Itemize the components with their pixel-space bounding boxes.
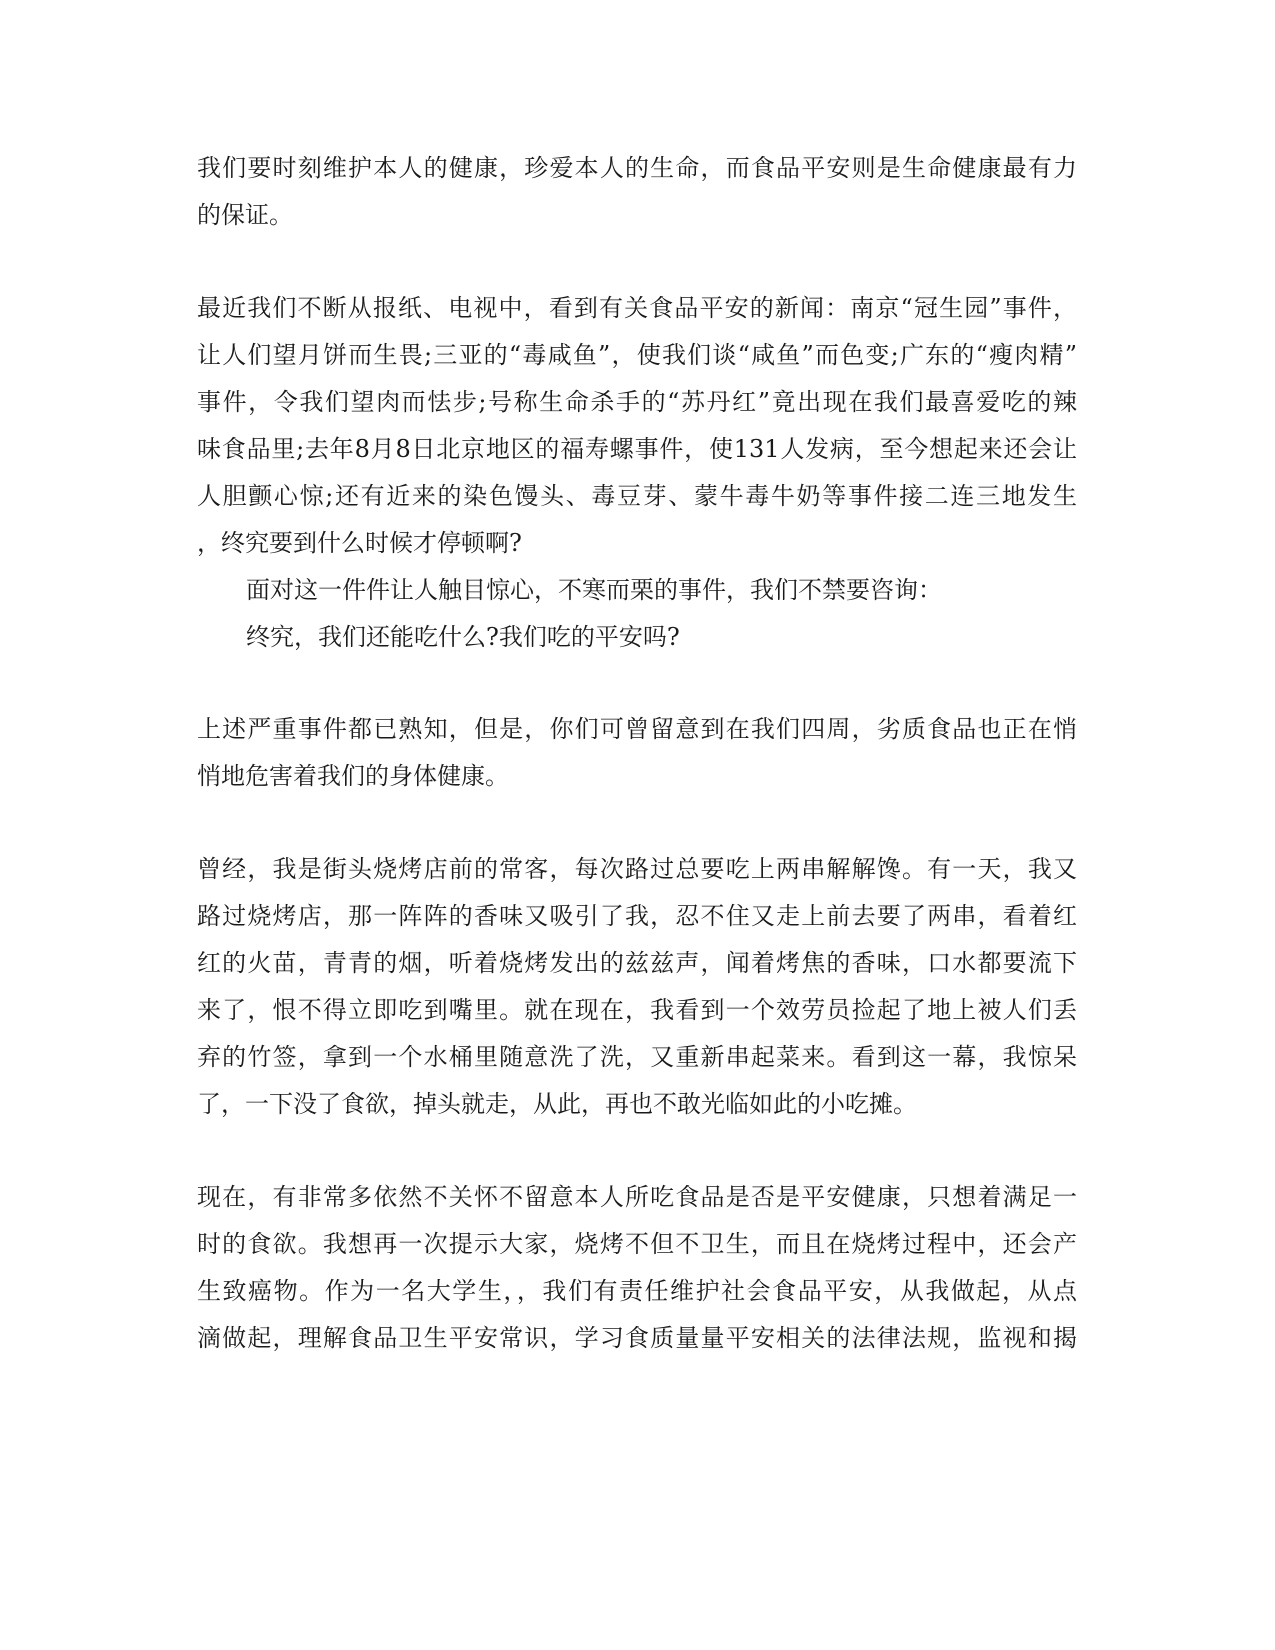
text-line: 人胆颤心惊;还有近来的染色馒头、毒豆芽、蒙牛毒牛奶等事件接二连三地发生 xyxy=(197,482,1077,510)
text-line: 来了，恨不得立即吃到嘴里。就在现在，我看到一个效劳员捡起了地上被人们丢 xyxy=(197,996,1077,1024)
text-line: 终究，我们还能吃什么?我们吃的平安吗? xyxy=(246,623,680,651)
text-line: 悄地危害着我们的身体健康。 xyxy=(197,762,509,790)
text-line: 上述严重事件都已熟知，但是，你们可曾留意到在我们四周，劣质食品也正在悄 xyxy=(197,715,1077,743)
text-line: 路过烧烤店，那一阵阵的香味又吸引了我，忍不住又走上前去要了两串，看着红 xyxy=(197,902,1077,930)
text-line: 的保证。 xyxy=(197,201,293,229)
text-line: 我们要时刻维护本人的健康，珍爱本人的生命，而食品平安则是生命健康最有力 xyxy=(197,154,1077,182)
text-line: 红的火苗，青青的烟，听着烧烤发出的兹兹声，闻着烤焦的香味，口水都要流下 xyxy=(197,949,1077,977)
text-line: 味食品里;去年8月8日北京地区的福寿螺事件，使131人发病，至今想起来还会让 xyxy=(197,435,1077,463)
text-line: 最近我们不断从报纸、电视中，看到有关食品平安的新闻：南京“冠生园”事件， xyxy=(197,294,1077,322)
text-line: 弃的竹签，拿到一个水桶里随意洗了洗，又重新串起菜来。看到这一幕，我惊呆 xyxy=(197,1043,1077,1071)
text-line: 了，一下没了食欲，掉头就走，从此，再也不敢光临如此的小吃摊。 xyxy=(197,1090,917,1118)
text-line: 事件，令我们望肉而怯步;号称生命杀手的“苏丹红”竟出现在我们最喜爱吃的辣 xyxy=(197,388,1077,416)
text-line: 曾经，我是街头烧烤店前的常客，每次路过总要吃上两串解解馋。有一天，我又 xyxy=(197,855,1077,883)
text-line: 滴做起，理解食品卫生平安常识，学习食质量量平安相关的法律法规，监视和揭 xyxy=(197,1324,1077,1352)
text-line: 让人们望月饼而生畏;三亚的“毒咸鱼”，使我们谈“咸鱼”而色变;广东的“瘦肉精” xyxy=(197,341,1077,369)
text-line: 现在，有非常多依然不关怀不留意本人所吃食品是否是平安健康，只想着满足一 xyxy=(197,1183,1077,1211)
text-line: 时的食欲。我想再一次提示大家，烧烤不但不卫生，而且在烧烤过程中，还会产 xyxy=(197,1230,1077,1258)
text-line: 面对这一件件让人触目惊心，不寒而栗的事件，我们不禁要咨询： xyxy=(246,576,942,604)
text-line: ，终究要到什么时候才停顿啊? xyxy=(197,529,522,557)
text-line: 生致癌物。作为一名大学生，，我们有责任维护社会食品平安，从我做起，从点 xyxy=(197,1277,1077,1305)
